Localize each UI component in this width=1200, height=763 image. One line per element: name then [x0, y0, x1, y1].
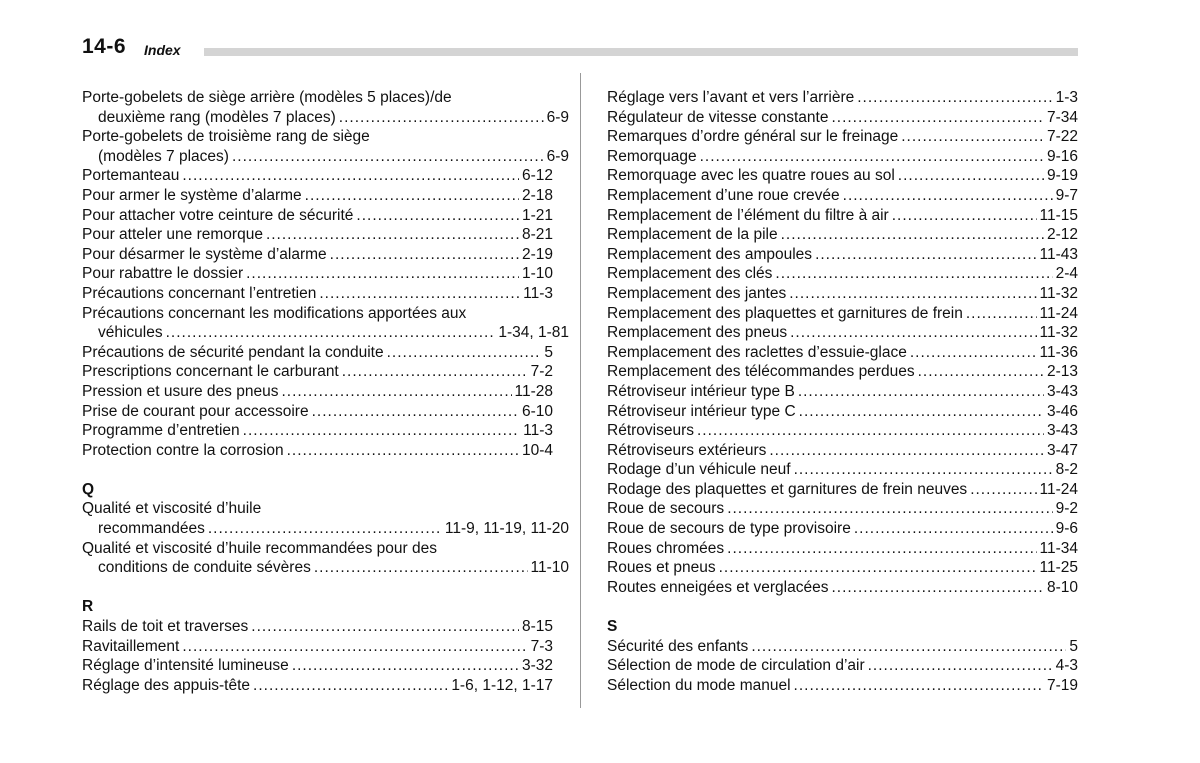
dot-leader [243, 421, 520, 441]
entry-page-ref: 8-2 [1055, 461, 1078, 479]
index-entry [607, 558, 1078, 578]
dot-leader [798, 382, 1044, 402]
index-entry [82, 166, 553, 186]
entry-line [607, 441, 1078, 461]
index-entry [82, 127, 569, 166]
dot-leader [232, 147, 544, 167]
entry-line [607, 362, 1078, 382]
entry-page-ref: 5 [544, 343, 553, 361]
entry-line [82, 441, 553, 461]
index-entry [607, 441, 1078, 461]
dot-leader [901, 127, 1044, 147]
entry-label: Rodage des plaquettes et garnitures de frein neuves [607, 480, 968, 498]
dot-leader [727, 539, 1036, 559]
entry-page-ref: 6-12 [521, 167, 553, 185]
entry-line [607, 499, 1078, 519]
entry-label: Rodage d’un véhicule neuf [607, 461, 791, 479]
entry-label: deuxième rang (modèles 7 places) [98, 108, 336, 126]
dot-leader [697, 421, 1044, 441]
entry-line [82, 264, 553, 284]
index-letter-heading: R [82, 598, 94, 616]
entry-page-ref: 7-2 [530, 363, 553, 381]
entry-label: Rétroviseur intérieur type B [607, 382, 795, 400]
dot-leader [342, 362, 528, 382]
entry-label: Rails de toit et traverses [82, 618, 249, 636]
index-entry [607, 578, 1078, 598]
entry-line [82, 225, 553, 245]
index-entry [607, 284, 1078, 304]
entry-label: Remplacement des jantes [607, 284, 787, 302]
dot-leader [857, 88, 1052, 108]
dot-leader [918, 362, 1044, 382]
entry-line [607, 460, 1078, 480]
index-entry [607, 382, 1078, 402]
entry-line [607, 264, 1078, 284]
entry-line [82, 382, 553, 402]
index-entry [607, 88, 1078, 108]
entry-line [607, 108, 1078, 128]
entry-label: Remplacement des ampoules [607, 245, 813, 263]
entry-page-ref: 7-22 [1046, 128, 1078, 146]
dot-leader [794, 676, 1044, 696]
index-entry [82, 206, 553, 226]
dot-leader [182, 637, 527, 657]
entry-page-ref: 11-15 [1039, 206, 1078, 224]
entry-page-ref: 11-43 [1039, 245, 1078, 263]
entry-page-ref: 10-4 [521, 441, 553, 459]
entry-page-ref: 3-43 [1046, 422, 1078, 440]
entry-page-ref: 6-10 [521, 402, 553, 420]
dot-leader [799, 402, 1044, 422]
entry-label: Roues et pneus [607, 559, 716, 577]
page-number: 14-6 [82, 35, 127, 58]
index-entry [607, 539, 1078, 559]
entry-line [607, 186, 1078, 206]
entry-line [607, 578, 1078, 598]
entry-page-ref: 8-10 [1046, 578, 1078, 596]
section-title: Index [144, 42, 181, 58]
index-entry [82, 499, 569, 538]
dot-leader [751, 637, 1066, 657]
entry-label: Remplacement des clés [607, 265, 773, 283]
entry-page-ref: 11-25 [1039, 559, 1078, 577]
dot-leader [387, 343, 542, 363]
index-entry [82, 186, 553, 206]
entry-line [82, 617, 553, 637]
entry-page-ref: 2-18 [521, 186, 553, 204]
dot-leader [700, 147, 1044, 167]
index-entry [607, 421, 1078, 441]
dot-leader [898, 166, 1044, 186]
entry-page-ref: 11-3 [523, 422, 553, 440]
entry-label: Remplacement des raclettes d’essuie-glace [607, 343, 907, 361]
entry-label: Précautions de sécurité pendant la conduite [82, 343, 384, 361]
entry-label: Rétroviseurs [607, 422, 694, 440]
entry-label: Remplacement des plaquettes et garnitures de frein [607, 304, 963, 322]
entry-label: Rétroviseurs extérieurs [607, 441, 767, 459]
dot-leader [775, 264, 1052, 284]
entry-label: Remorquage avec les quatre roues au sol [607, 167, 895, 185]
entry-line [607, 637, 1078, 657]
index-entry [607, 225, 1078, 245]
index-entry [82, 245, 553, 265]
dot-leader [781, 225, 1044, 245]
entry-page-ref: 1-34, 1-81 [498, 324, 569, 342]
entry-label: Sécurité des enfants [607, 637, 749, 655]
entry-page-ref: 6-9 [546, 147, 569, 165]
dot-leader [910, 343, 1037, 363]
entry-page-ref: 7-34 [1046, 108, 1078, 126]
entry-page-ref: 1-21 [521, 206, 553, 224]
entry-label: Pression et usure des pneus [82, 382, 279, 400]
dot-leader [251, 617, 519, 637]
index-entry [607, 499, 1078, 519]
entry-label: (modèles 7 places) [98, 147, 229, 165]
entry-label: Ravitaillement [82, 637, 180, 655]
entry-page-ref: 5 [1069, 637, 1078, 655]
entry-line [607, 421, 1078, 441]
dot-leader [339, 108, 544, 128]
entry-label: Prise de courant pour accessoire [82, 402, 309, 420]
entry-text-line: Porte-gobelets de siège arrière (modèles 5 places)/de [82, 89, 452, 106]
dot-leader [970, 480, 1036, 500]
entry-label: conditions de conduite sévères [98, 559, 311, 577]
index-entry [82, 264, 553, 284]
dot-leader [794, 460, 1053, 480]
dot-leader [831, 578, 1044, 598]
entry-line [607, 225, 1078, 245]
entry-label: Prescriptions concernant le carburant [82, 363, 339, 381]
entry-line [82, 108, 569, 128]
index-column-right [607, 88, 1078, 695]
index-entry [82, 225, 553, 245]
entry-line [82, 362, 553, 382]
entry-page-ref: 8-21 [521, 226, 553, 244]
dot-leader [246, 264, 519, 284]
dot-leader [312, 402, 519, 422]
entry-page-ref: 11-10 [530, 559, 569, 577]
entry-label: Sélection de mode de circulation d’air [607, 657, 865, 675]
index-entry [82, 402, 553, 422]
entry-label: Pour attacher votre ceinture de sécurité [82, 206, 354, 224]
index-entry [607, 245, 1078, 265]
entry-page-ref: 7-3 [530, 637, 553, 655]
index-entry [607, 147, 1078, 167]
entry-label: Roue de secours de type provisoire [607, 520, 851, 538]
entry-line [607, 676, 1078, 696]
index-entry [607, 480, 1078, 500]
entry-page-ref: 1-10 [521, 265, 553, 283]
entry-line [607, 206, 1078, 226]
entry-line [82, 245, 553, 265]
entry-page-ref: 3-47 [1046, 441, 1078, 459]
index-entry [607, 676, 1078, 696]
index-entry [607, 166, 1078, 186]
entry-line [82, 284, 553, 304]
entry-line [82, 206, 553, 226]
entry-line [607, 402, 1078, 422]
entry-label: recommandées [98, 520, 205, 538]
entry-label: véhicules [98, 324, 163, 342]
dot-leader [166, 323, 496, 343]
entry-label: Remplacement de la pile [607, 226, 778, 244]
entry-label: Remplacement de l’élément du filtre à air [607, 206, 889, 224]
entry-line [607, 304, 1078, 324]
entry-label: Remplacement des télécommandes perdues [607, 363, 915, 381]
dot-leader [281, 382, 511, 402]
index-entry [82, 362, 553, 382]
entry-page-ref: 9-16 [1046, 147, 1078, 165]
index-entry [607, 206, 1078, 226]
entry-label: Réglage vers l’avant et vers l’arrière [607, 89, 855, 106]
entry-line [82, 637, 553, 657]
entry-line [82, 166, 553, 186]
entry-label: Pour armer le système d’alarme [82, 186, 302, 204]
entry-label: Routes enneigées et verglacées [607, 578, 829, 596]
entry-page-ref: 9-2 [1055, 500, 1078, 518]
entry-page-ref: 11-24 [1039, 480, 1078, 498]
index-entry [82, 284, 553, 304]
index-entry [607, 343, 1078, 363]
index-entry [607, 519, 1078, 539]
index-entry [82, 343, 553, 363]
index-entry [82, 88, 569, 127]
entry-line [607, 519, 1078, 539]
entry-label: Remplacement d’une roue crevée [607, 186, 840, 204]
entry-page-ref: 2-13 [1046, 363, 1078, 381]
index-entry [607, 460, 1078, 480]
entry-line [607, 323, 1078, 343]
entry-label: Protection contre la corrosion [82, 441, 284, 459]
dot-leader [789, 284, 1036, 304]
entry-line [607, 558, 1078, 578]
entry-page-ref: 11-28 [514, 382, 553, 400]
column-divider [580, 73, 581, 708]
index-entry [607, 304, 1078, 324]
dot-leader [727, 499, 1052, 519]
dot-leader [208, 519, 442, 539]
entry-label: Remarques d’ordre général sur le freinage [607, 128, 899, 146]
entry-line [607, 382, 1078, 402]
entry-text-line: Précautions concernant les modifications apportées aux [82, 304, 467, 322]
index-entry [607, 656, 1078, 676]
index-entry [607, 323, 1078, 343]
entry-page-ref: 11-36 [1039, 343, 1078, 361]
entry-label: Pour rabattre le dossier [82, 265, 244, 283]
entry-page-ref: 3-32 [521, 657, 553, 675]
dot-leader [292, 656, 519, 676]
entry-page-ref: 2-19 [521, 245, 553, 263]
entry-line [82, 147, 569, 167]
dot-leader [868, 656, 1053, 676]
index-entry [82, 637, 553, 657]
entry-label: Portemanteau [82, 167, 180, 185]
dot-leader [266, 225, 519, 245]
dot-leader [330, 245, 519, 265]
entry-label: Roue de secours [607, 500, 725, 518]
index-entry [82, 539, 569, 578]
index-entry [82, 656, 553, 676]
dot-leader [356, 206, 519, 226]
entry-label: Roues chromées [607, 539, 725, 557]
index-letter-heading: S [607, 618, 618, 636]
index-letter-heading: Q [82, 480, 95, 498]
entry-page-ref: 11-34 [1039, 539, 1078, 557]
index-entry [82, 382, 553, 402]
entry-line [82, 323, 569, 343]
dot-leader [319, 284, 520, 304]
index-entry [607, 637, 1078, 657]
entry-page-ref: 11-24 [1039, 304, 1078, 322]
entry-line [82, 343, 553, 363]
index-entry [607, 108, 1078, 128]
entry-label: Sélection du mode manuel [607, 676, 791, 694]
entry-label: Pour atteler une remorque [82, 226, 263, 244]
entry-line [607, 245, 1078, 265]
entry-text-line: Qualité et viscosité d’huile recommandées pour des [82, 539, 437, 557]
entry-line [82, 558, 569, 578]
dot-leader [854, 519, 1053, 539]
dot-leader [253, 676, 448, 696]
dot-leader [815, 245, 1036, 265]
entry-text-line: Porte-gobelets de troisième rang de siège [82, 128, 370, 146]
dot-leader [843, 186, 1053, 206]
entry-page-ref: 3-46 [1046, 402, 1078, 420]
entry-line [82, 402, 553, 422]
page-header [82, 32, 1078, 62]
dot-leader [182, 166, 519, 186]
entry-label: Programme d’entretien [82, 422, 240, 440]
entry-line [82, 519, 569, 539]
index-entry [82, 421, 553, 441]
index-entry [82, 676, 553, 696]
entry-page-ref: 2-4 [1055, 265, 1078, 283]
entry-page-ref: 3-43 [1046, 382, 1078, 400]
entry-label: Remplacement des pneus [607, 324, 788, 342]
entry-page-ref: 11-32 [1039, 284, 1078, 302]
dot-leader [831, 108, 1044, 128]
index-entry [607, 127, 1078, 147]
entry-line [607, 539, 1078, 559]
entry-page-ref: 1-6, 1-12, 1-17 [451, 676, 553, 694]
entry-line [607, 88, 1078, 108]
entry-line [82, 186, 553, 206]
index-entry [607, 362, 1078, 382]
dot-leader [769, 441, 1044, 461]
entry-line [607, 343, 1078, 363]
entry-label: Réglage des appuis-tête [82, 676, 251, 694]
entry-page-ref: 2-12 [1046, 226, 1078, 244]
entry-label: Remorquage [607, 147, 697, 165]
entry-line [607, 147, 1078, 167]
entry-page-ref: 11-32 [1039, 324, 1078, 342]
dot-leader [966, 304, 1037, 324]
entry-page-ref: 6-9 [546, 108, 569, 126]
entry-label: Régulateur de vitesse constante [607, 108, 829, 126]
dot-leader [892, 206, 1037, 226]
entry-page-ref: 8-15 [521, 618, 553, 636]
entry-text-line: Qualité et viscosité d’huile [82, 500, 262, 518]
entry-page-ref: 11-3 [523, 284, 553, 302]
entry-label: Précautions concernant l’entretien [82, 284, 317, 302]
entry-label: Réglage d’intensité lumineuse [82, 657, 289, 675]
index-entry [82, 304, 569, 343]
dot-leader [314, 558, 528, 578]
index-entry [82, 617, 553, 637]
entry-line [82, 676, 553, 696]
entry-line [82, 656, 553, 676]
entry-page-ref: 7-19 [1046, 676, 1078, 694]
entry-line [607, 166, 1078, 186]
entry-line [607, 127, 1078, 147]
entry-line [607, 284, 1078, 304]
index-entry [82, 441, 553, 461]
entry-line [82, 421, 553, 441]
entry-label: Rétroviseur intérieur type C [607, 402, 796, 420]
entry-page-ref: 9-19 [1046, 167, 1078, 185]
index-entry [607, 264, 1078, 284]
entry-label: Pour désarmer le système d’alarme [82, 245, 327, 263]
dot-leader [287, 441, 519, 461]
entry-page-ref: 4-3 [1055, 657, 1078, 675]
dot-leader [790, 323, 1036, 343]
entry-page-ref: 9-7 [1055, 186, 1078, 204]
index-column-left [82, 88, 569, 695]
entry-page-ref: 9-6 [1055, 520, 1078, 538]
entry-line [607, 480, 1078, 500]
dot-leader [305, 186, 519, 206]
header-rule [204, 48, 1078, 56]
index-entry [607, 402, 1078, 422]
entry-page-ref: 11-9, 11-19, 11-20 [444, 520, 569, 538]
dot-leader [719, 558, 1037, 578]
index-entry [607, 186, 1078, 206]
entry-page-ref: 1-3 [1055, 89, 1078, 106]
entry-line [607, 656, 1078, 676]
